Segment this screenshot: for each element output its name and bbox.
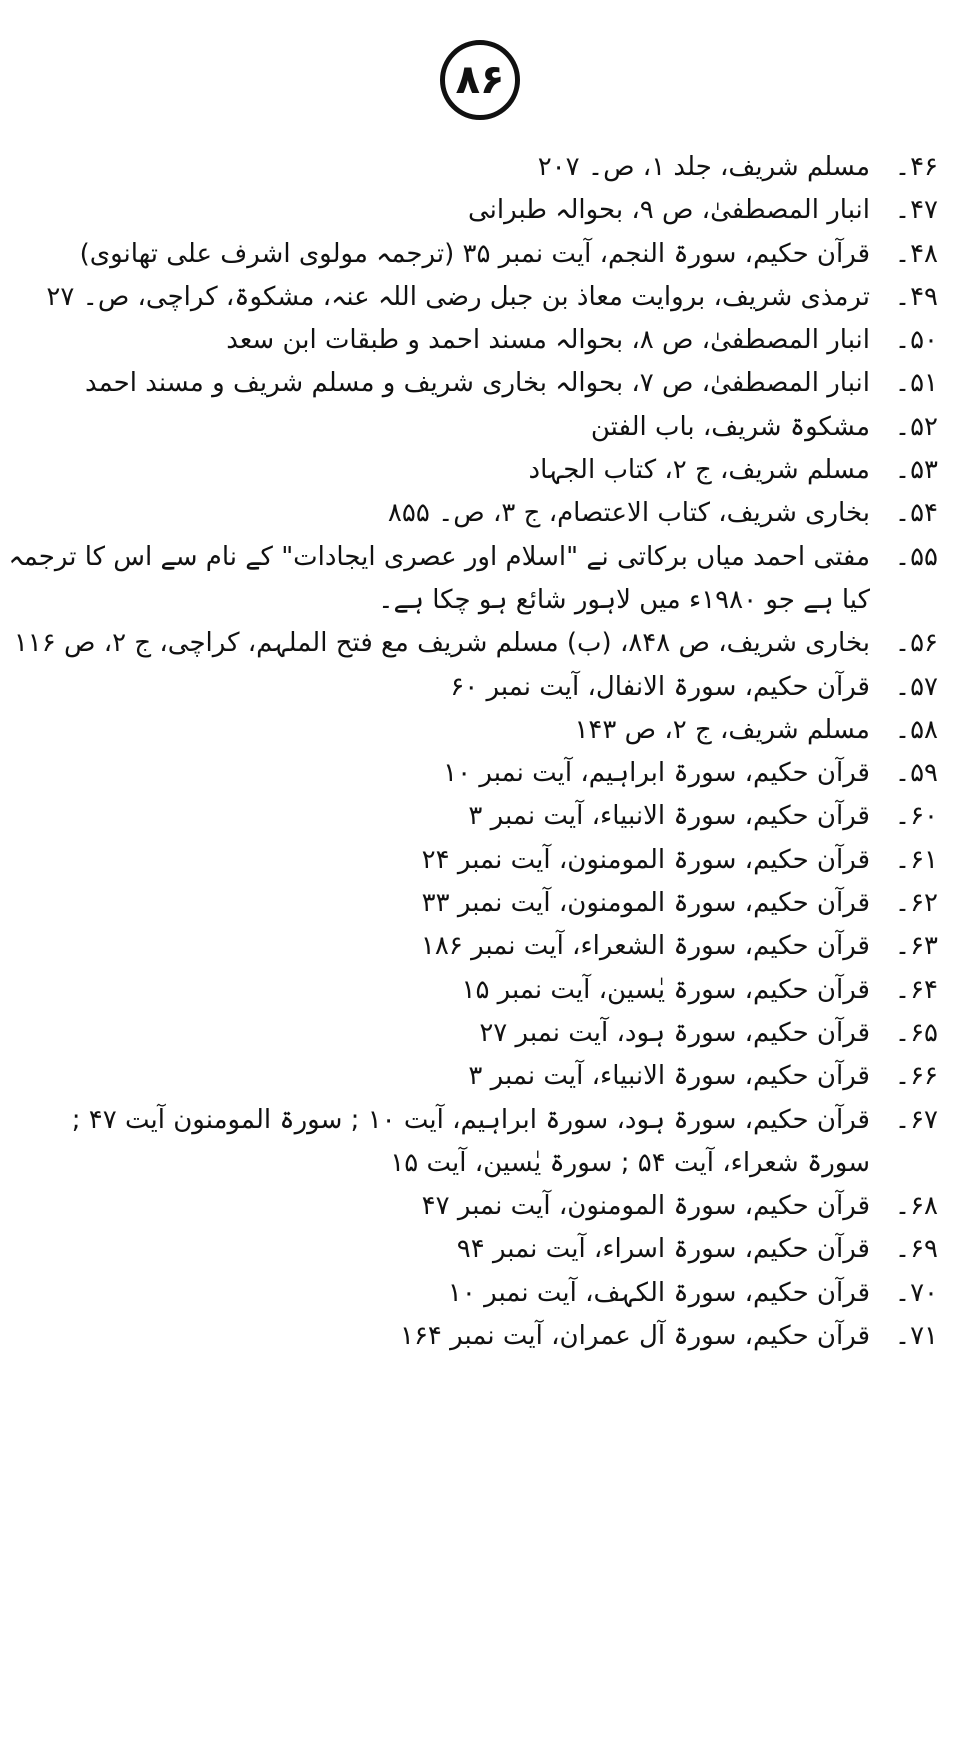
reference-item: [8, 666, 938, 709]
reference-item: [8, 622, 938, 665]
reference-number: ۴۹۔: [894, 281, 938, 312]
reference-number: ۵۰۔: [894, 325, 938, 356]
reference-text: قرآن حکیم، سورۃ المومنون، آیت نمبر ۳۳: [421, 888, 870, 919]
reference-item: [8, 882, 938, 925]
reference-text: بخاری شریف، ص ۸۴۸، (ب) مسلم شریف مع فتح الملہم، کراچی، ج ۲، ص ۱۱۶: [13, 628, 870, 659]
reference-text: قرآن حکیم، سورۃ الشعراء، آیت نمبر ۱۸۶: [420, 931, 870, 962]
reference-text: انبار المصطفیٰ، ص ۷، بحوالہ بخاری شریف و مسلم شریف و مسند احمد: [85, 368, 870, 399]
reference-number: ۴۷۔: [894, 195, 938, 226]
reference-item: [8, 189, 938, 232]
reference-item: [8, 1055, 938, 1098]
reference-text: مسلم شریف، ج ۲، ص ۱۴۳: [574, 714, 870, 745]
reference-text: مسلم شریف، جلد ۱، ص۔ ۲۰۷: [537, 152, 870, 182]
reference-item: [8, 449, 938, 492]
reference-text: قرآن حکیم، سورۃ الانفال، آیت نمبر ۶۰: [450, 671, 870, 702]
reference-number: ۶۰۔: [894, 801, 938, 832]
reference-number: ۶۵۔: [894, 1017, 938, 1048]
reference-number: ۷۰۔: [894, 1277, 938, 1308]
reference-number: ۶۹۔: [894, 1234, 938, 1265]
reference-number: ۵۲۔: [894, 411, 938, 442]
reference-number: ۷۱۔: [894, 1321, 938, 1352]
reference-text: قرآن حکیم، سورۃ ہود، آیت نمبر ۲۷: [479, 1017, 870, 1048]
reference-item: [8, 362, 938, 405]
reference-item: [8, 795, 938, 838]
reference-item: [8, 1099, 938, 1186]
reference-text: ترمذی شریف، بروایت معاذ بن جبل رضی اللہ عنہ، مشکوۃ، کراچی، ص۔ ۲۷: [46, 281, 870, 312]
reference-number: ۶۷۔: [894, 1104, 938, 1135]
reference-number: ۶۲۔: [894, 888, 938, 919]
reference-number: ۵۵۔: [894, 541, 938, 572]
reference-number: ۶۳۔: [894, 931, 938, 962]
reference-number: ۴۸۔: [894, 238, 938, 269]
reference-number: ۵۱۔: [894, 368, 938, 399]
reference-text: قرآن حکیم، سورۃ اسراء، آیت نمبر ۹۴: [456, 1234, 870, 1265]
reference-item: [8, 1228, 938, 1271]
reference-number: ۶۸۔: [894, 1191, 938, 1222]
reference-text: قرآن حکیم، سورۃ النجم، آیت نمبر ۳۵ (ترجمہ مولوی اشرف علی تھانوی): [79, 238, 870, 269]
reference-item: [8, 536, 938, 623]
reference-text: مفتی احمد میاں برکاتی نے "اسلام اور عصری ایجادات" کے نام سے اس کا ترجمہ کیا ہے جو ۱۹۸۰ء میں لاہور شائع ہو چکا ہے۔: [8, 541, 870, 615]
reference-item: [8, 276, 938, 319]
reference-text: قرآن حکیم، سورۃ المومنون، آیت نمبر ۴۷: [421, 1191, 870, 1222]
reference-number: ۶۶۔: [894, 1061, 938, 1092]
reference-number: ۶۴۔: [894, 974, 938, 1005]
reference-list: [8, 146, 938, 1358]
reference-text: قرآن حکیم، سورۃ ہود، سورۃ ابراہیم، آیت ۱۰ ; سورۃ المومنون آیت ۴۷ ; سورۃ شعراء، آیت ۵۴ ; سورۃ یٰسین، آیت ۱۵: [71, 1104, 870, 1178]
reference-text: مسلم شریف، ج ۲، کتاب الجہاد: [528, 455, 870, 486]
reference-text: قرآن حکیم، سورۃ الانبیاء، آیت نمبر ۳: [468, 801, 870, 832]
reference-number: ۶۱۔: [894, 844, 938, 875]
reference-item: [8, 319, 938, 362]
reference-text: قرآن حکیم، سورۃ المومنون، آیت نمبر ۲۴: [421, 844, 870, 875]
reference-text: قرآن حکیم، سورۃ یٰسین، آیت نمبر ۱۵: [461, 974, 870, 1005]
reference-item: [8, 1012, 938, 1055]
reference-text: قرآن حکیم، سورۃ الکہف، آیت نمبر ۱۰: [447, 1277, 870, 1308]
reference-text: قرآن حکیم، سورۃ ابراہیم، آیت نمبر ۱۰: [443, 758, 870, 789]
reference-number: ۵۶۔: [894, 628, 938, 659]
reference-item: [8, 709, 938, 752]
reference-item: [8, 839, 938, 882]
reference-number: ۵۷۔: [894, 671, 938, 702]
reference-number: ۵۸۔: [894, 714, 938, 745]
reference-text: قرآن حکیم، سورۃ آل عمران، آیت نمبر ۱۶۴: [400, 1321, 870, 1352]
reference-item: [8, 752, 938, 795]
reference-number: ۵۴۔: [894, 498, 938, 529]
reference-text: انبار المصطفیٰ، ص ۸، بحوالہ مسند احمد و طبقات ابن سعد: [226, 325, 870, 356]
reference-item: [8, 969, 938, 1012]
reference-item: [8, 492, 938, 535]
reference-item: [8, 146, 938, 189]
reference-item: [8, 233, 938, 276]
reference-number: ۴۶۔: [894, 152, 938, 182]
page-number: ۸۶: [455, 57, 505, 103]
reference-number: ۵۹۔: [894, 758, 938, 789]
reference-text: مشکوۃ شریف، باب الفتن: [590, 411, 870, 442]
reference-text: انبار المصطفیٰ، ص ۹، بحوالہ طبرانی: [467, 195, 870, 226]
reference-number: ۵۳۔: [894, 455, 938, 486]
reference-text: بخاری شریف، کتاب الاعتصام، ج ۳، ص۔ ۸۵۵: [387, 498, 870, 529]
reference-text: قرآن حکیم، سورۃ الانبیاء، آیت نمبر ۳: [468, 1061, 870, 1092]
reference-item: [8, 925, 938, 968]
page-number-badge: [440, 40, 520, 120]
reference-item: [8, 1272, 938, 1315]
reference-item: [8, 406, 938, 449]
reference-item: [8, 1185, 938, 1228]
reference-item: [8, 1315, 938, 1358]
